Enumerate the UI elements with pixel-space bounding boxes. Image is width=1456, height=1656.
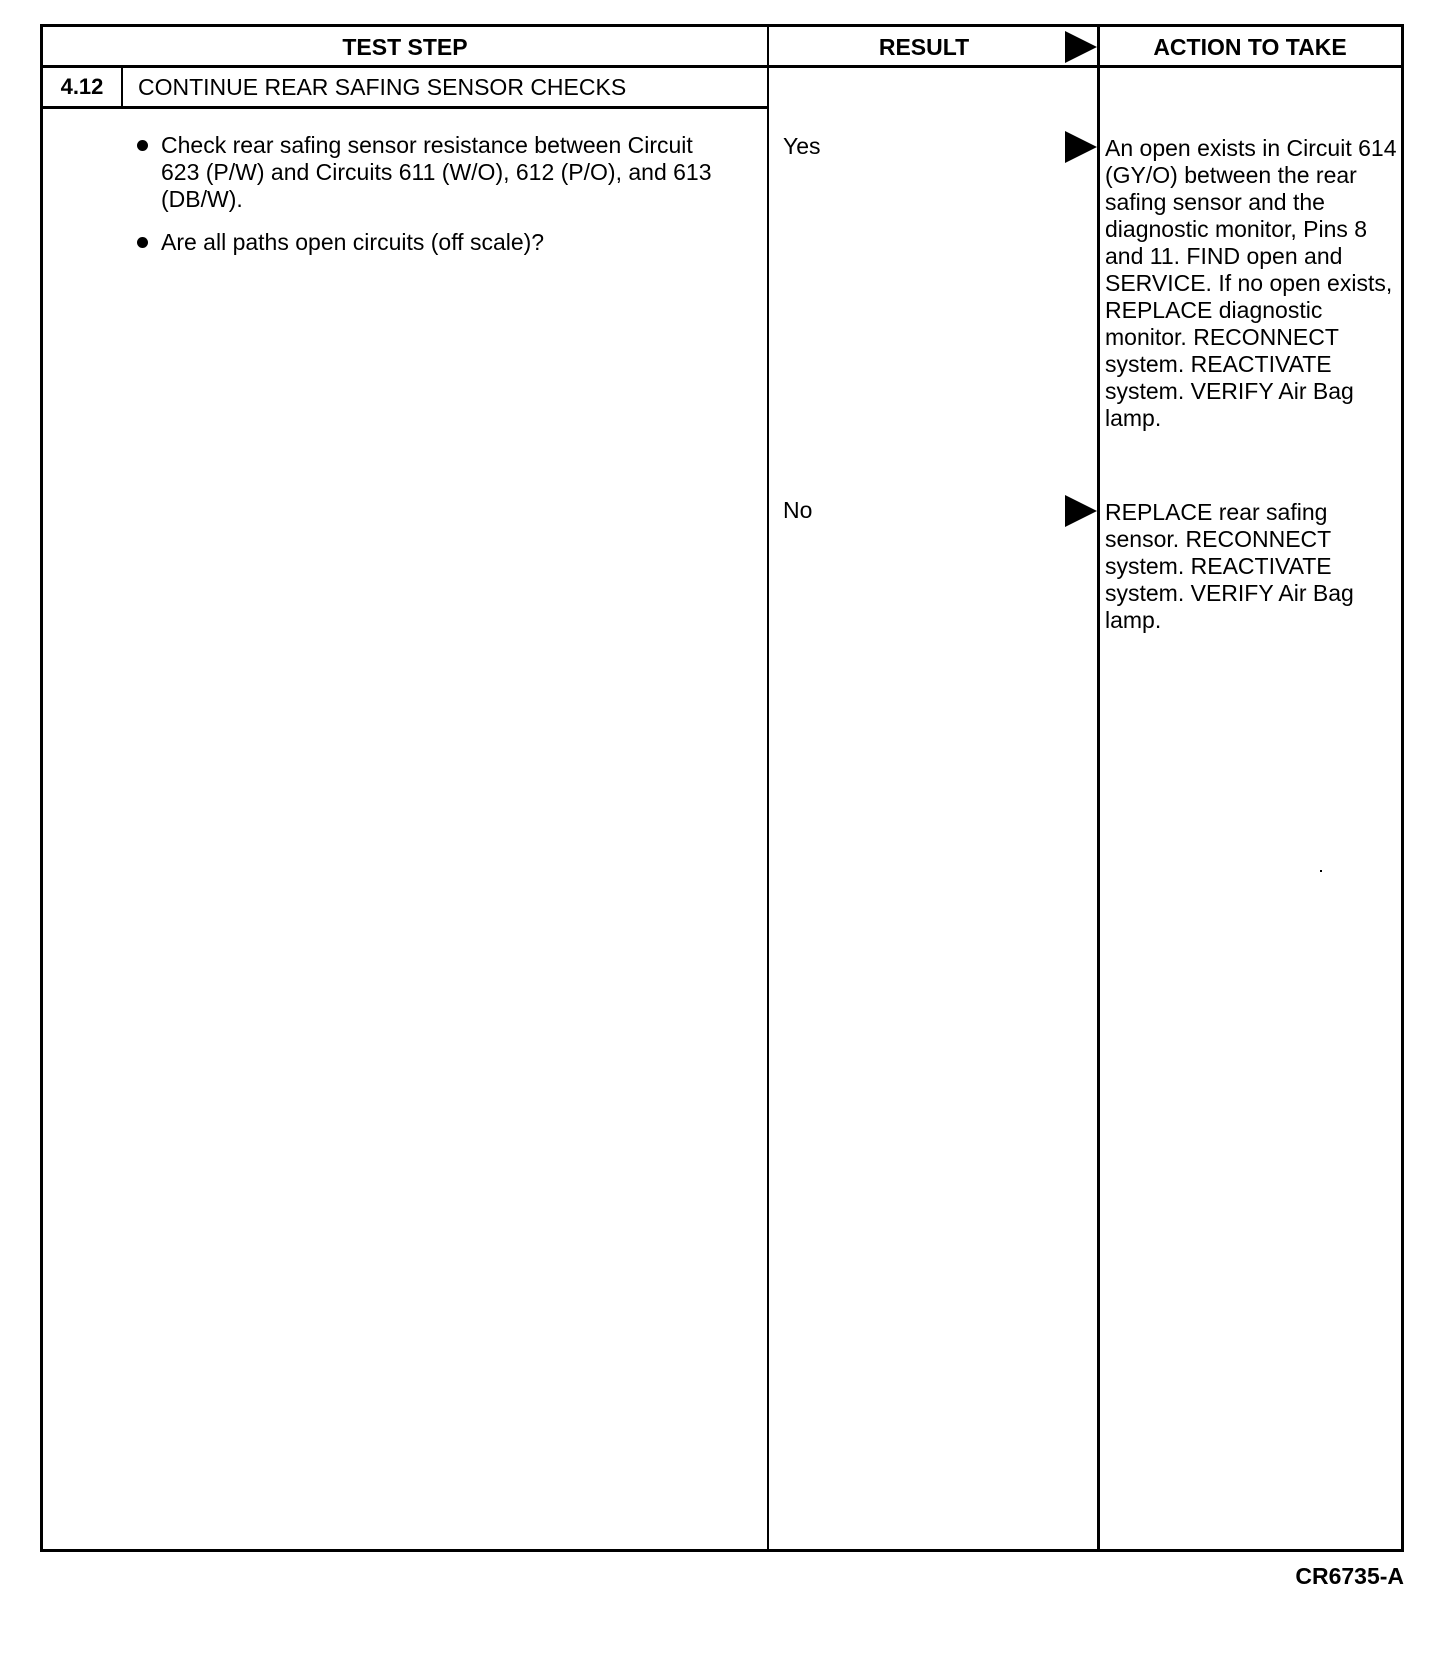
header-arrow-icon: [1065, 31, 1097, 63]
header-test-step: TEST STEP: [342, 34, 468, 60]
scan-speck: [1320, 870, 1322, 872]
action-yes-text: An open exists in Circuit 614 (GY/O) between the rear safing sensor and the diagnostic monitor, Pins 8 and 11. FIND open and SERVICE. If no open exists, REPLACE diagnostic monitor. RECONNECT system. REACTIVATE system. VERIFY Air Bag lamp.: [1105, 135, 1397, 431]
list-item: [133, 229, 733, 256]
instruction-text: Check rear safing sensor resistance between Circuit 623 (P/W) and Circuits 611 (W/O), 612 (P/O), and 613 (DB/W).: [161, 132, 712, 212]
bullet-icon: [137, 237, 148, 248]
result-yes-label: Yes: [783, 133, 821, 159]
list-item: [133, 132, 733, 213]
step-instructions: [133, 132, 733, 272]
action-no-text: REPLACE rear safing sensor. RECONNECT system. REACTIVATE system. VERIFY Air Bag lamp.: [1105, 499, 1354, 633]
column-divider-result: [767, 27, 769, 1549]
header-action: ACTION TO TAKE: [1153, 34, 1347, 60]
figure-code: CR6735-A: [1295, 1563, 1404, 1589]
column-divider-action: [1097, 27, 1100, 1549]
instruction-text: Are all paths open circuits (off scale)?: [161, 229, 545, 255]
result-yes-arrow-icon: [1065, 131, 1097, 163]
result-no-label: No: [783, 497, 813, 523]
result-no-arrow-icon: [1065, 495, 1097, 527]
step-title: CONTINUE REAR SAFING SENSOR CHECKS: [138, 74, 627, 100]
step-number: 4.12: [43, 67, 123, 107]
bullet-icon: [137, 140, 148, 151]
header-result: RESULT: [878, 34, 970, 60]
test-step-table: [40, 24, 1404, 1552]
